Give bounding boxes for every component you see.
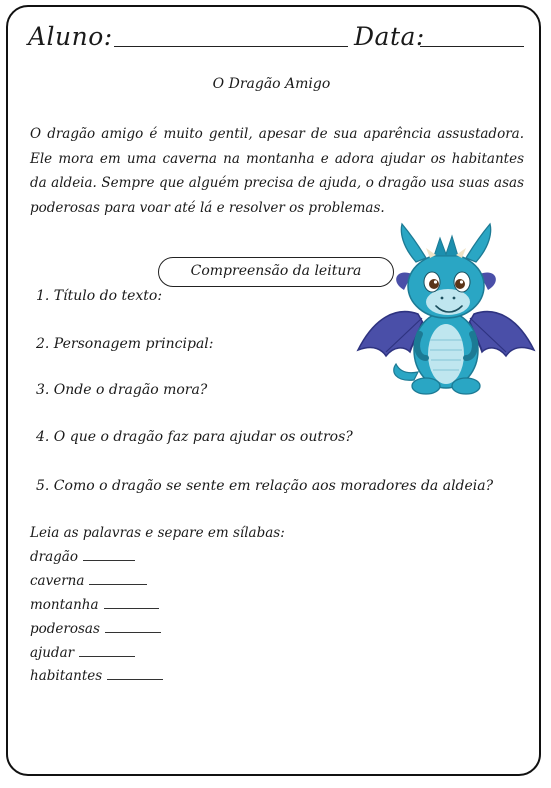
syllable-word: habitantes (30, 668, 163, 684)
syllable-word: montanha (30, 597, 159, 613)
date-field[interactable] (420, 46, 524, 47)
syllable-instruction: Leia as palavras e separe em sílabas: (30, 525, 285, 541)
answer-blank[interactable] (105, 632, 161, 633)
question-1: 1. Título do texto: (36, 288, 163, 304)
story-title: O Dragão Amigo (212, 76, 331, 92)
date-label: Data: (354, 22, 425, 51)
question-4: 4. O que o dragão faz para ajudar os outros? (36, 429, 353, 445)
answer-blank[interactable] (83, 560, 135, 561)
syllable-word: poderosas (30, 621, 161, 637)
answer-blank[interactable] (104, 608, 159, 609)
question-2: 2. Personagem principal: (36, 336, 214, 352)
dragon-icon (356, 222, 536, 398)
syllable-word: caverna (30, 573, 147, 589)
answer-blank[interactable] (79, 656, 135, 657)
student-name-field[interactable] (114, 46, 348, 47)
answer-blank[interactable] (89, 584, 147, 585)
answer-blank[interactable] (107, 679, 163, 680)
question-5: 5. Como o dragão se sente em relação aos moradores da aldeia? (36, 478, 494, 494)
syllable-word: ajudar (30, 645, 135, 661)
header-row (28, 22, 528, 56)
student-label: Aluno: (28, 22, 113, 51)
comprehension-heading: Compreensão da leitura (158, 257, 394, 287)
syllable-word: dragão (30, 549, 135, 565)
question-3: 3. Onde o dragão mora? (36, 382, 208, 398)
story-text: O dragão amigo é muito gentil, apesar de sua aparência assustadora. Ele mora em uma caverna na montanha e adora ajudar os habitantes da aldeia. Sempre que alguém precisa de ajuda, o dragão usa suas asas poderosas para voar até lá e resolver os problemas. (30, 126, 524, 216)
